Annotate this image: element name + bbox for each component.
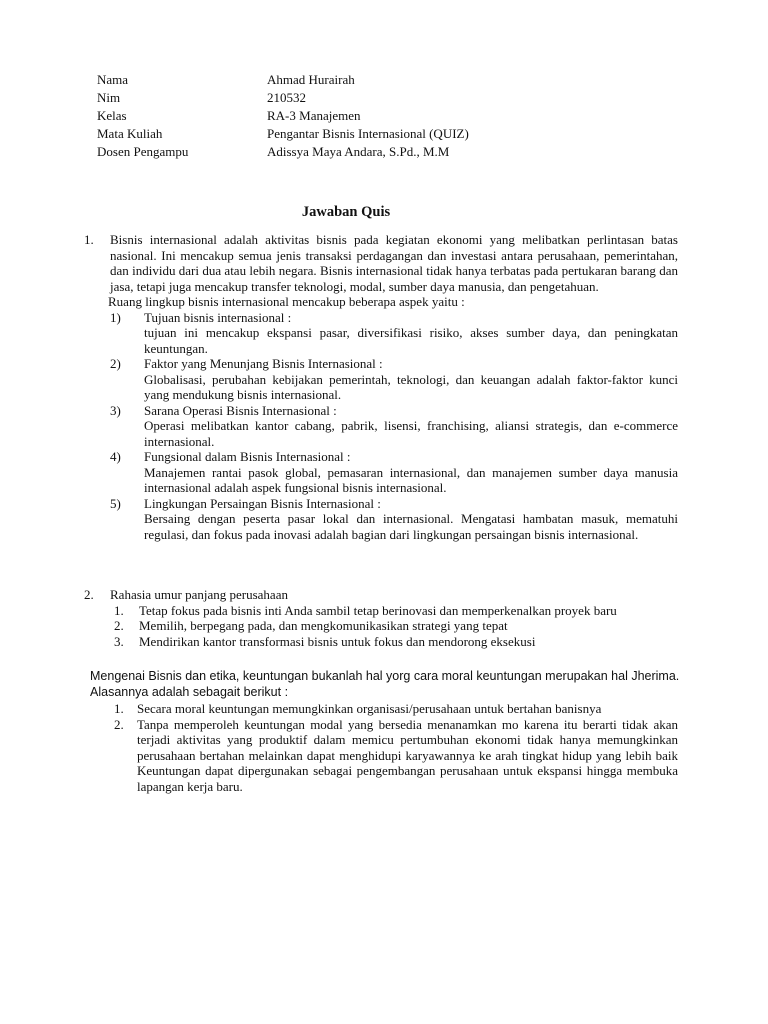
longevity-list [84,603,678,650]
list-item-body: Manajemen rantai pasok global, pemasaran internasional, dan manajemen sumber daya manusia internasional adalah aspek fungsional bisnis internasional. [144,464,678,495]
info-value: Pengantar Bisnis Internasional (QUIZ) [267,126,469,141]
list-marker: 4) [110,449,121,464]
answer-number: 1. [84,232,94,247]
list-item-body: Operasi melibatkan kantor cabang, pabrik, lisensi, franchising, aliansi strategis, dan e-commerce internasional. [144,418,678,449]
list-item-text: Secara moral keuntungan memungkinkan organisasi/perusahaan untuk bertahan banisnya [137,701,602,716]
list-marker: 1) [110,309,121,325]
scope-intro: Ruang lingkup bisnis internasional mencakup beberapa aspek yaitu : [108,294,465,309]
info-value: RA-3 Manajemen [267,108,361,123]
list-marker: 1. [114,602,124,618]
list-marker: 3. [114,633,124,649]
list-marker: 2. [114,716,124,732]
answer-3 [84,669,678,794]
answer-2 [84,587,678,649]
list-item-text: Tetap fokus pada bisnis inti Anda sambil tetap berinovasi dan memperkenalkan proyek baru [139,602,617,618]
student-info-table [97,72,469,162]
list-item-heading: Sarana Operasi Bisnis Internasional : [144,402,337,418]
list-item [110,496,678,543]
document-title: Jawaban Quis [301,204,391,220]
list-marker: 2. [114,618,124,633]
info-row-course [97,126,469,144]
list-item-body: Globalisasi, perubahan kebijakan pemerintah, teknologi, dan keuangan adalah faktor-faktor kunci yang mendukung bisnis internasional. [144,371,678,402]
list-item-text: Mendirikan kantor transformasi bisnis untuk fokus dan mendorong eksekusi [139,633,536,649]
info-key: Nim [97,90,121,105]
answer-3-intro: Mengenai Bisnis dan etika, keuntungan bukanlah hal yorg cara moral keuntungan merupakan hal Jherima. [90,669,680,683]
answer-1-item [84,232,678,294]
list-item [114,618,678,634]
info-value: Ahmad Hurairah [267,72,355,87]
answer-1 [84,232,678,542]
info-value: 210532 [267,90,306,105]
list-item-heading: Fungsional dalam Bisnis Internasional : [144,449,351,464]
info-key: Nama [97,72,129,87]
ethics-list [84,700,678,794]
info-key: Dosen Pengampu [97,144,189,159]
list-item [110,403,678,450]
answer-1-paragraph: Bisnis internasional adalah aktivitas bisnis pada kegiatan ekonomi yang melibatkan perlintasan batas nasional. Ini mencakup semua jenis transaksi perdagangan dan investasi antara perusahaan, pemerintahan, dan individu dari dua atau lebih negara. Bisnis internasional tidak hanya terbatas pada pertukaran barang dan jasa, tetapi juga mencakup transfer teknologi, modal, sumber daya manusia, dan pengetahuan. [110,232,678,294]
info-row-name [97,72,469,90]
list-item-heading: Lingkungan Persaingan Bisnis Internasional : [144,495,381,511]
list-item [110,449,678,496]
info-key: Kelas [97,108,127,123]
list-item [114,701,678,717]
list-item-text: Tanpa memperoleh keuntungan modal yang bersedia menanamkan mo karena itu berarti tidak akan terjadi aktivitas yang produktif dalam memicu pertumbuhan ekonomi tidak hanya memungkinkan perusahaan bertahan melainkan dapat menghidupi karyawannya ke arah tingkat hidup yang lebih baik Keuntungan dapat dipergunakan sebagai pengembangan perusahaan untuk ekspansi hingga membuka lapangan kerja baru. [137,716,678,794]
answer-number: 2. [84,587,94,602]
list-item [110,310,678,357]
answer-3-intro-reason: Alasannya adalah sebagait berikut : [90,684,289,699]
info-row-nim [97,90,469,108]
list-item [114,717,678,795]
list-item-heading: Faktor yang Menunjang Bisnis Internasional : [144,356,383,371]
list-marker: 5) [110,495,121,511]
list-item-heading: Tujuan bisnis internasional : [144,309,292,325]
answer-2-item [84,587,678,603]
list-marker: 3) [110,402,121,418]
info-value: Adissya Maya Andara, S.Pd., M.M [267,144,450,159]
list-item [114,603,678,619]
list-item [110,356,678,403]
info-key: Mata Kuliah [97,126,163,141]
list-item-text: Memilih, berpegang pada, dan mengkomunikasikan strategi yang tepat [139,618,508,633]
info-row-lecturer [97,144,469,162]
info-row-class [97,108,469,126]
list-item [114,634,678,650]
list-item-body: tujuan ini mencakup ekspansi pasar, diversifikasi risiko, akses sumber daya, dan peningkatan keuntungan. [144,325,678,356]
list-marker: 1. [114,701,124,716]
list-item-body: Bersaing dengan peserta pasar lokal dan internasional. Mengatasi hambatan masuk, mematuhi regulasi, dan fokus pada inovasi adalah bagian dari lingkungan persaingan bisnis internasional. [144,511,678,542]
list-marker: 2) [110,356,121,371]
answer-2-heading: Rahasia umur panjang perusahaan [110,587,288,602]
scope-list [84,310,678,543]
